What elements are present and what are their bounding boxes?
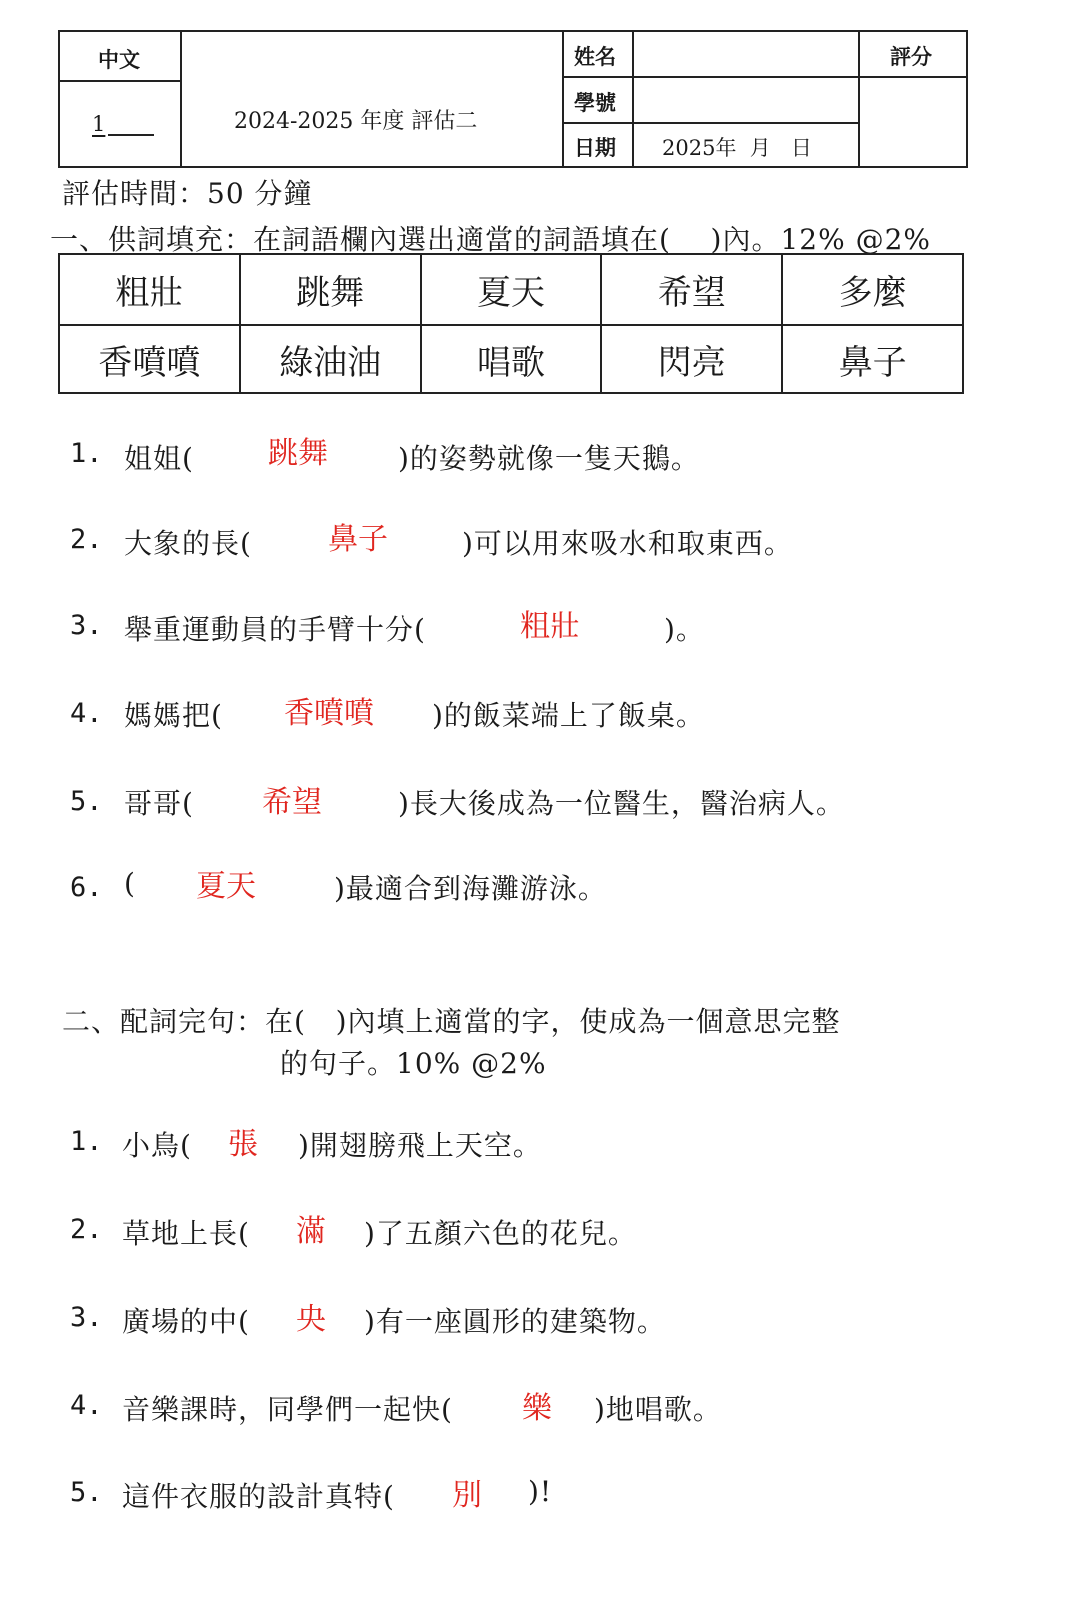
question-text-after: )的姿勢就像一隻天鵝。 [398, 442, 700, 475]
question-text-before: 小鳥( [122, 1129, 192, 1162]
score-label-cell [860, 32, 966, 78]
question-text-before: 舉重運動員的手臂十分( [124, 613, 426, 646]
question-text-before: 大象的長( [124, 527, 252, 560]
question-text-after: )最適合到海灘游泳。 [334, 872, 607, 905]
word-bank-cell: 綠油油 [241, 325, 422, 394]
word-bank-cell: 多麼 [838, 273, 907, 313]
question-number: 5. [70, 786, 103, 817]
word-bank-row [60, 255, 962, 326]
question-number: 5. [70, 1477, 103, 1508]
word-bank-cell: 粗壯 [60, 255, 241, 324]
question-text-before: 媽媽把( [124, 699, 223, 732]
question-text-before: 姐姐( [124, 442, 194, 475]
word-bank-cell: 閃亮 [602, 325, 783, 394]
score-field[interactable] [860, 78, 966, 168]
answer-input[interactable]: 張 [228, 1127, 258, 1162]
answer-input[interactable]: 樂 [522, 1391, 552, 1426]
answer-input[interactable]: 滿 [296, 1214, 326, 1249]
grade-cell [60, 82, 182, 168]
name-label-cell [564, 32, 634, 78]
question-number: 4. [70, 1390, 103, 1421]
question-text-after: )。 [664, 613, 705, 646]
name-field[interactable] [634, 32, 860, 78]
question-text-after: )! [528, 1475, 553, 1508]
question-text-after: )有一座圓形的建築物。 [364, 1305, 666, 1338]
question-text-after: )可以用來吸水和取東西。 [462, 527, 793, 560]
question-text-after: )的飯菜端上了飯桌。 [432, 699, 705, 732]
question-text-before: 哥哥( [124, 787, 194, 820]
question-text-before: ( [124, 867, 136, 900]
question-text-before: 廣場的中( [122, 1305, 250, 1338]
answer-input[interactable]: 跳舞 [268, 436, 328, 471]
word-bank-cell: 鼻子 [838, 343, 907, 383]
word-bank [58, 253, 964, 394]
question-number: 1. [70, 438, 103, 469]
question-number: 3. [70, 1302, 103, 1333]
answer-input[interactable]: 粗壯 [520, 609, 580, 644]
word-bank-cell: 夏天 [422, 255, 603, 324]
question-text-after: )長大後成為一位醫生，醫治病人。 [398, 787, 845, 820]
question-text-after: )了五顏六色的花兒。 [364, 1217, 637, 1250]
assessment-title: 2024-2025 年度 評估二 [234, 109, 478, 134]
question-number: 6. [70, 872, 103, 903]
student-no-field[interactable] [634, 78, 860, 124]
name-label: 姓名 [574, 44, 616, 69]
question-number: 4. [70, 698, 103, 729]
score-label: 評分 [890, 44, 932, 69]
date-label-cell [564, 124, 634, 168]
word-bank-row [60, 325, 962, 394]
question-text-after: )開翅膀飛上天空。 [298, 1129, 542, 1162]
student-no-label: 學號 [574, 90, 616, 115]
duration-text: 評估時間：50 分鐘 [62, 177, 313, 210]
question-number: 1. [70, 1126, 103, 1157]
question-number: 2. [70, 524, 103, 555]
question-text-before: 音樂課時，同學們一起快( [122, 1393, 453, 1426]
date-value: 2025年 月 日 [662, 136, 812, 160]
question-text-before: 這件衣服的設計真特( [122, 1480, 395, 1513]
date-label: 日期 [574, 135, 616, 160]
word-bank-cell: 香噴噴 [60, 325, 241, 394]
date-field[interactable] [634, 124, 860, 168]
question-number: 3. [70, 610, 103, 641]
subject-cell [60, 32, 182, 82]
word-bank-cell: 唱歌 [422, 325, 603, 394]
subject-label: 中文 [98, 47, 140, 72]
section2-title-cont: 的句子。10% @2% [280, 1047, 547, 1080]
header-table [58, 30, 968, 168]
answer-input[interactable]: 夏天 [196, 869, 256, 904]
section2-title: 二、配詞完句：在( )內填上適當的字，使成為一個意思完整 [62, 1005, 841, 1038]
grade-blank [108, 134, 154, 136]
question-text-before: 草地上長( [122, 1217, 250, 1250]
answer-input[interactable]: 別 [452, 1478, 482, 1513]
grade-value: 1 [92, 112, 106, 136]
answer-input[interactable]: 香噴噴 [284, 696, 374, 731]
answer-input[interactable]: 鼻子 [328, 522, 388, 557]
word-bank-cell: 跳舞 [241, 255, 422, 324]
answer-input[interactable]: 央 [296, 1302, 326, 1337]
word-bank-cell: 希望 [602, 255, 783, 324]
student-no-label-cell [564, 78, 634, 124]
question-text-after: )地唱歌。 [594, 1393, 722, 1426]
section1-title: 一、供詞填充：在詞語欄內選出適當的詞語填在( )內。12% @2% [50, 223, 932, 256]
answer-input[interactable]: 希望 [262, 785, 322, 820]
title-cell [182, 32, 564, 168]
question-number: 2. [70, 1214, 103, 1245]
